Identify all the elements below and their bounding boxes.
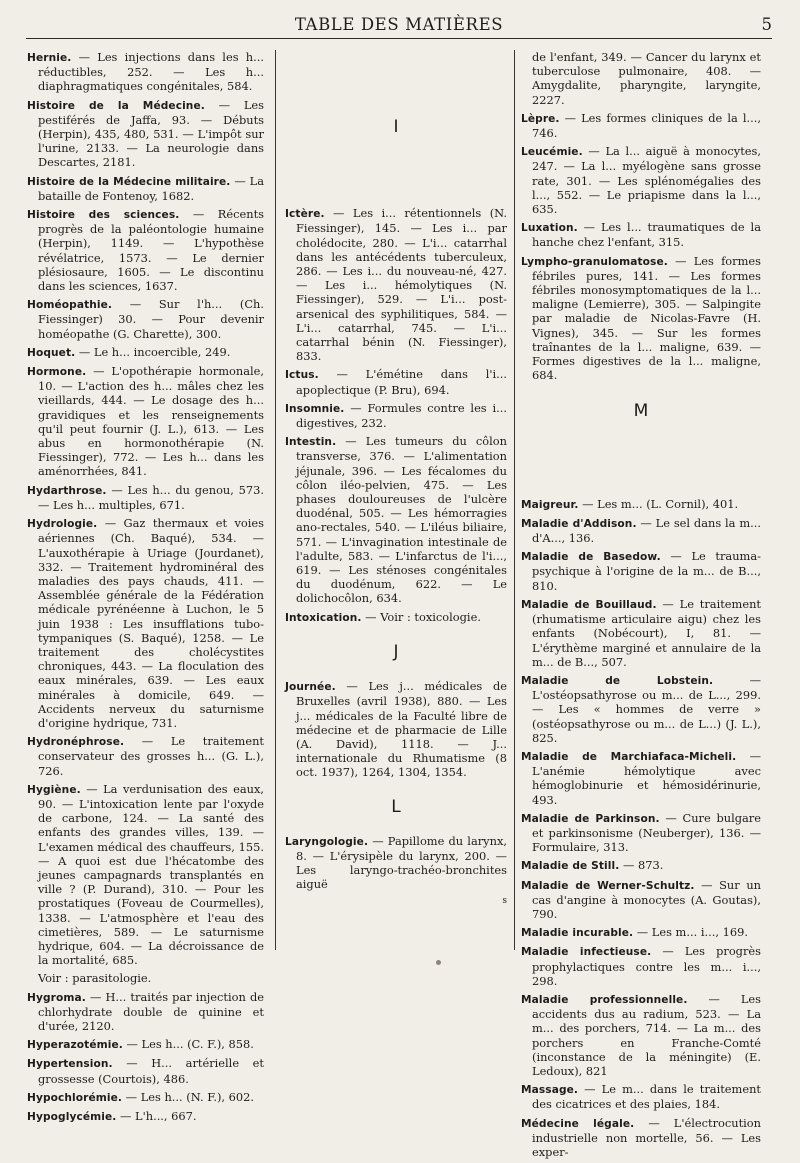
running-header <box>26 12 772 39</box>
entry-text: — Voir : toxicologie. <box>361 609 481 624</box>
entry-headword: Laryngologie. <box>285 835 369 848</box>
entry-headword: Hormone. <box>27 366 87 379</box>
index-entry <box>27 297 264 341</box>
entry-text: — Les pestiférés de Jaffa, 93. — Débuts (Herpin), 435, 480, 531. — L'impôt sur l'urine, 2133. — La neurologie dans Descartes, 2181. <box>38 97 264 170</box>
index-entry <box>521 811 761 855</box>
entry-text: — Formules contre les i... digestives, 232. <box>296 400 507 431</box>
entry-text: — Récents progrès de la paléontologie humaine (Herpin), 1149. — L'hypothèse révélatrice, 1573. — Le dernier plésiosaure, 1605. — Le discontinu dans les sciences, 1637. <box>38 207 264 294</box>
entry-headword: Hernie. <box>27 52 72 64</box>
entry-headword: Luxation. <box>521 222 578 235</box>
section-letter: M <box>633 401 649 422</box>
entry-text: — Le traitement conservateur des grosses h... (G. L.), 726. <box>38 734 264 778</box>
index-entry <box>285 834 507 892</box>
entry-text: — L'électrocution industrielle non mortelle, 56. — Les exper- <box>532 1115 762 1159</box>
index-entry <box>27 1090 264 1105</box>
entry-headword: Leucémie. <box>521 146 583 159</box>
index-column-1 <box>27 50 264 1128</box>
index-entry <box>521 878 761 922</box>
ink-spot <box>436 960 441 965</box>
column-divider <box>514 50 515 950</box>
index-entry <box>521 749 761 807</box>
entry-text: — Les tumeurs du côlon transverse, 376. — L'alimentation jéjunale, 396. — Les fécalomes du côlon iléo-pelvien, 475. — Les phases douloureuses de l'ulcère duodénal, 505. — Les hémorragies ano-rectales, 540. — L'iléus biliaire, 571. — L'invagination intestinale de l'adulte, 583. — L'infarctus de l'i..., 619. — Les sténoses congénitales du duodénum, 622. — Le dolichocôlon, 634. <box>296 434 507 606</box>
entry-text: — L'anémie hémolytique avec hémoglobinurie et hémosidérinurie, 493. <box>532 748 761 807</box>
entry-text: — Papillome du larynx, 8. — L'érysipèle du larynx, 200. — Les laryngo-trachéo-bronchites aiguë <box>296 833 507 892</box>
entry-headword: Maladie de Bouillaud. <box>521 598 657 611</box>
entry-headword: Maladie d'Addison. <box>521 517 637 530</box>
signature-mark: s <box>502 895 507 906</box>
entry-headword: Maigreur. <box>521 498 579 511</box>
section-letter: I <box>393 117 399 137</box>
index-entry <box>521 1116 761 1160</box>
entry-text: — L'émétine dans l'i... apoplectique (P. Bru), 694. <box>296 367 507 397</box>
entry-headword: Histoire de la Médecine militaire. <box>27 175 231 188</box>
entry-headword: Lèpre. <box>521 112 560 125</box>
index-entry <box>521 944 761 988</box>
index-entry <box>521 220 761 249</box>
entry-headword: Maladie de Lobstein. <box>521 674 714 687</box>
entry-text: — Les progrès prophylactiques contre les m... i..., 298. <box>532 944 761 988</box>
index-entry <box>27 50 264 94</box>
entry-headword: Hydronéphrose. <box>27 736 125 749</box>
entry-text: — L'ostéopsathyrose ou m... de L..., 299. — Les « hommes de verre » (ostéopsathyrose ou m... de L...) (J. L.), 825. <box>532 672 761 745</box>
entry-headword: Hygiène. <box>27 783 81 796</box>
entry-text: — Les h... du genou, 573. — Les h... multiples, 671. <box>38 482 264 512</box>
entry-headword: Hypochlorémie. <box>27 1091 123 1104</box>
entry-headword: Histoire de la Médecine. <box>27 99 205 112</box>
page-number: 5 <box>761 15 772 34</box>
index-entry <box>27 483 264 512</box>
page-title: TABLE DES MATIÈRES <box>294 15 504 34</box>
entry-headword: Intoxication. <box>285 611 362 624</box>
entry-headword: Hygroma. <box>27 991 86 1004</box>
entry-headword: Médecine légale. <box>521 1117 635 1130</box>
entry-text: — Les h... (C. F.), 858. <box>122 1037 254 1052</box>
index-entry <box>521 111 761 140</box>
column-divider <box>275 50 276 950</box>
index-entry <box>285 401 507 430</box>
entry-text: — Les formes fébriles pures, 141. — Les formes fébriles monosymptomatiques de la l... maligne (Lemierre), 305. — Salpingite par maladie de Nicolas-Favre (H. Vignes), 345. — Sur les formes traînantes de la l... maligne, 639. — Formes digestives de la l... maligne, 684. <box>532 253 761 383</box>
index-entry <box>521 144 761 216</box>
index-entry <box>521 516 761 545</box>
entry-text: — Les m... i..., 169. <box>633 925 748 940</box>
entry-headword: Maladie de Basedow. <box>521 551 661 564</box>
index-entry <box>521 992 761 1078</box>
index-entry <box>285 367 507 396</box>
entry-text: — Sur l'h... (Ch. Fiessinger) 30. — Pour devenir homéopathe (G. Charette), 300. <box>38 297 264 341</box>
index-entry <box>27 364 264 479</box>
entry-headword: Maladie de Marchiafaca-Micheli. <box>521 750 737 763</box>
entry-headword: Hydarthrose. <box>27 484 107 497</box>
index-entry <box>27 98 264 170</box>
index-entry <box>521 497 761 512</box>
entry-headword: Homéopathie. <box>27 299 113 312</box>
entry-text: — Les injections dans les h... réductibles, 252. — Les h... diaphragmatiques congénitales, 584. <box>38 50 264 94</box>
index-entry <box>27 207 264 293</box>
entry-text: — Les i... rétentionnels (N. Fiessinger), 145. — Les i... par cholédocite, 280. — L'i... catarrhal dans les antécédents tuberculeux, 286. — Les i... du nouveau-né, 427. — Les i... hémolytiques (N. Fiessinger), 529. — L'i... post-arsenical des syphilitiques, 584. — L'i... catarrhal, 745. — L'i... catarrhal bénin (N. Fiessinger), 833. <box>296 206 507 364</box>
index-entry <box>521 925 761 940</box>
entry-text: — L'h..., 667. <box>116 1109 197 1124</box>
entry-text: — Le m... dans le traitement des cicatrices et des plaies, 184. <box>532 1082 761 1112</box>
entry-text: — Cure bulgare et parkinsonisme (Neuberger), 136. — Formulaire, 313. <box>532 810 761 855</box>
index-entry <box>27 1037 264 1052</box>
entry-text: — Les h... (N. F.), 602. <box>122 1089 255 1104</box>
entry-headword: Maladie de Werner-Schultz. <box>521 879 695 892</box>
index-entry <box>27 734 264 778</box>
index-entry <box>27 782 264 968</box>
index-column-2 <box>285 50 507 908</box>
index-entry <box>27 345 264 360</box>
entry-headword: Intestin. <box>285 436 337 449</box>
entry-headword: Maladie de Parkinson. <box>521 812 660 825</box>
entry-text: — Les m... (L. Cornil), 401. <box>578 496 739 511</box>
entry-text: — Le traitement (rhumatisme articulaire aigu) chez les enfants (Nobécourt), I, 81. — L'érythème marginé et annulaire de la m... de B..., 507. <box>532 596 761 669</box>
index-entry <box>521 549 761 593</box>
entry-headword: Maladie de Still. <box>521 860 620 873</box>
entry-headword: Ictus. <box>285 369 319 382</box>
index-entry <box>285 679 507 779</box>
index-entry <box>521 254 761 383</box>
entry-text: — La l... aiguë à monocytes, 247. — La l... myélogène sans grosse rate, 301. — Les splénomégalies des l..., 552. — Le priapisme dans la l..., 635. <box>532 144 761 217</box>
entry-text: — La verdunisation des eaux, 90. — L'intoxication lente par l'oxyde de carbone, 124. — La santé des enfants des grandes villes, 139. — L'examen médical des chauffeurs, 155. — A quoi est due l'hécatombe des jeunes campagnards transplantés en ville ? (P. Durand), 310. — Pour les prostatiques (Foveau de Courmelles), 1338. — L'atmosphère et l'eau des cimetières, 589. — Le saturnisme hydrique, 604. — La décroissance de la mortalité, 685. <box>38 781 264 968</box>
entry-text: — Les formes cliniques de la l..., 746. <box>532 110 761 141</box>
entry-headword: Ictère. <box>285 208 325 221</box>
entry-continuation: de l'enfant, 349. — Cancer du larynx et tuberculose pulmonaire, 408. — Amygdalite, pharyngite, laryngite, 2227. <box>532 50 761 107</box>
entry-headword: Hypertension. <box>27 1058 113 1071</box>
section-letter: J <box>393 641 399 662</box>
index-entry <box>27 1109 264 1124</box>
entry-text: — Les l... traumatiques de la hanche chez l'enfant, 315. <box>532 220 761 250</box>
entry-text: — Les accidents dus au radium, 523. — La m... des porchers, 714. — La m... des porchers en Franche-Comté (inconstance de la méningite) (E. Ledoux), 821 <box>532 991 761 1078</box>
entry-text: — H... artérielle et grossesse (Courtois), 486. <box>38 1056 264 1086</box>
entry-text: — Le trauma-psychique à l'origine de la m... de B..., 810. <box>532 549 761 593</box>
entry-headword: Insomnie. <box>285 402 345 415</box>
index-entry <box>27 516 264 730</box>
section-letter: L <box>391 796 401 817</box>
entry-text: — H... traités par injection de chlorhydrate double de quinine et d'urée, 2120. <box>38 989 264 1033</box>
entry-text: — Gaz thermaux et voies aériennes (Ch. Baqué), 534. — L'auxothérapie à Uriage (Jourdanet), 332. — Traitement hydrominéral des maladies des pays chauds, 411. — Assemblée générale de la Fédération médicale pyrénéenne à Luchon, le 5 juin 1938 : Les insufflations tubo-tympaniques (S. Baqué), 1258. — Le traitement des cholécystites chroniques, 443. — La floculation des eaux minérales, 639. — Les eaux minérales à domicile, 649. — Accidents nerveux du saturnisme d'origine hydrique, 731. <box>38 516 264 730</box>
entry-headword: Histoire des sciences. <box>27 209 180 222</box>
entry-headword: Journée. <box>285 681 336 694</box>
index-entry <box>285 206 507 363</box>
index-entry <box>285 434 507 605</box>
entry-continuation: Voir : parasitologie. <box>38 971 152 986</box>
entry-text: — L'opothérapie hormonale, 10. — L'action des h... mâles chez les vieillards, 444. — Le dosage des h... gravidiques et les renseignements qu'il peut fournir (J. L.), 613. — Les abus en hormonothérapie (N. Fiessinger), 772. — Les h... dans les aménorrhées, 841. <box>38 364 264 479</box>
entry-text: — Le h... incoercible, 249. <box>75 344 231 359</box>
entry-headword: Lympho-granulomatose. <box>521 255 668 268</box>
entry-text: — Sur un cas d'angine à monocytes (A. Goutas), 790. <box>532 877 761 921</box>
index-entry <box>27 174 264 203</box>
entry-headword: Maladie infectieuse. <box>521 946 652 959</box>
entry-headword: Hydrologie. <box>27 518 98 531</box>
entry-text: — 873. <box>619 858 664 873</box>
entry-headword: Massage. <box>521 1084 579 1097</box>
index-entry <box>27 1056 264 1085</box>
index-entry <box>521 673 761 745</box>
entry-text: — La bataille de Fontenoy, 1682. <box>38 173 264 203</box>
entry-headword: Hoquet. <box>27 346 76 359</box>
entry-headword: Maladie professionnelle. <box>521 993 688 1006</box>
index-entry <box>521 1082 761 1111</box>
index-entry <box>285 610 507 625</box>
entry-text: — Le sel dans la m... d'A..., 136. <box>532 515 761 546</box>
entry-headword: Hypoglycémie. <box>27 1111 117 1124</box>
index-column-3 <box>521 50 761 1163</box>
entry-text: — Les j... médicales de Bruxelles (avril 1938), 880. — Les j... médicales de la Faculté libre de médecine et de pharmacie de Lille (A. David), 1118. — J... internationale du Rhumatisme (8 oct. 1937), 1264, 1304, 1354. <box>296 679 507 780</box>
index-entry <box>27 990 264 1034</box>
entry-headword: Maladie incurable. <box>521 927 634 940</box>
entry-headword: Hyperazotémie. <box>27 1039 123 1052</box>
index-entry <box>521 858 761 873</box>
index-entry <box>521 597 761 669</box>
